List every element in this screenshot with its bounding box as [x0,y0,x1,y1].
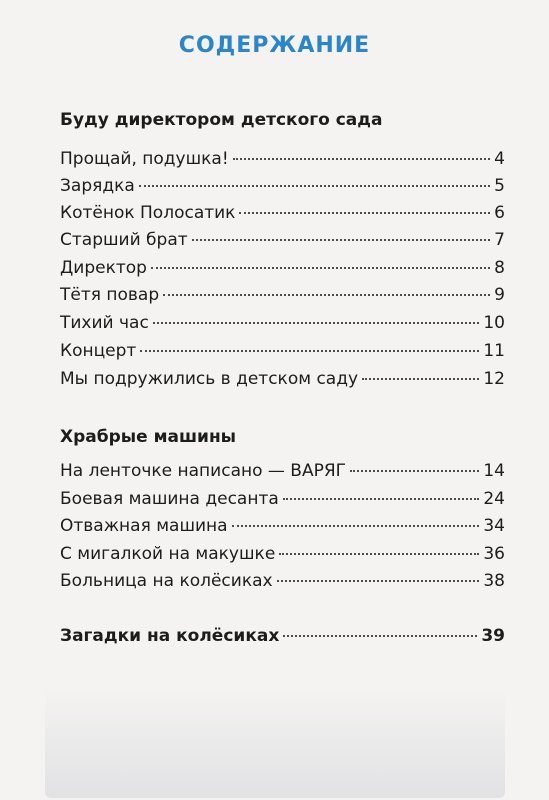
toc-entry[interactable] [60,625,505,647]
dot-leader [277,580,480,582]
toc-entry-page: 5 [494,176,505,196]
toc-entry[interactable] [60,543,505,565]
toc-entry[interactable] [60,570,505,592]
toc-entry-page: 6 [494,203,505,223]
dot-leader [192,239,491,241]
dot-leader [362,378,479,380]
toc-entry-label: Зарядка [60,176,135,196]
toc-entry[interactable] [60,460,505,482]
dot-leader [139,185,490,187]
dot-leader [232,525,480,527]
dot-leader [233,158,491,160]
toc-entry-label: Котёнок Полосатик [60,203,236,223]
page-title: СОДЕРЖАНИЕ [178,33,371,58]
toc-entry-page: 14 [483,461,505,481]
toc-entry-page: 4 [494,149,505,169]
dot-leader [239,212,490,214]
toc-entry-label: Старший брат [60,230,188,250]
toc-entry[interactable] [60,229,505,251]
dot-leader [153,322,480,324]
toc-entry-label: Боевая машина десанта [60,489,279,509]
toc-entry-page: 12 [483,369,505,389]
toc-entry-label: Концерт [60,341,137,361]
toc-entry-page: 7 [494,230,505,250]
toc-entry-page: 9 [494,285,505,305]
toc-entry-label: Прощай, подушка! [60,149,229,169]
dot-leader [350,470,479,472]
section-title: Буду директором детского сада [60,110,383,130]
toc-entry[interactable] [60,202,505,224]
toc-entry[interactable] [60,340,505,362]
dot-leader [279,553,479,555]
dot-leader [283,498,480,500]
dot-leader [140,350,479,352]
toc-entry[interactable] [60,175,505,197]
toc-entry[interactable] [60,148,505,170]
toc-entry[interactable] [60,368,505,390]
toc-entry-page: 39 [481,626,505,646]
toc-entry-page: 10 [483,313,505,333]
toc-entry[interactable] [60,284,505,306]
toc-entry-label: Мы подружились в детском саду [60,369,359,389]
toc-entry-page: 24 [483,489,505,509]
toc-entry-label: Больница на колёсиках [60,571,273,591]
dot-leader [283,635,477,637]
section-title: Храбрые машины [60,427,237,447]
toc-entry-page: 34 [483,516,505,536]
toc-entry[interactable] [60,257,505,279]
toc-entry-page: 8 [494,258,505,278]
toc-entry[interactable] [60,515,505,537]
toc-entry-page: 36 [483,544,505,564]
toc-entry-page: 38 [483,571,505,591]
toc-entry-label: С мигалкой на макушке [60,544,276,564]
toc-entry-label: На ленточке написано — ВАРЯГ [60,461,347,481]
toc-entry[interactable] [60,488,505,510]
toc-entry-page: 11 [483,341,505,361]
toc-entry-label: Загадки на колёсиках [60,626,280,646]
dot-leader [151,267,490,269]
dot-leader [163,294,490,296]
toc-entry[interactable] [60,312,505,334]
toc-entry-label: Тётя повар [60,285,160,305]
toc-entry-label: Тихий час [60,313,149,333]
toc-entry-label: Отважная машина [60,516,228,536]
show-through-shadow [45,688,505,798]
toc-entry-label: Директор [60,258,147,278]
